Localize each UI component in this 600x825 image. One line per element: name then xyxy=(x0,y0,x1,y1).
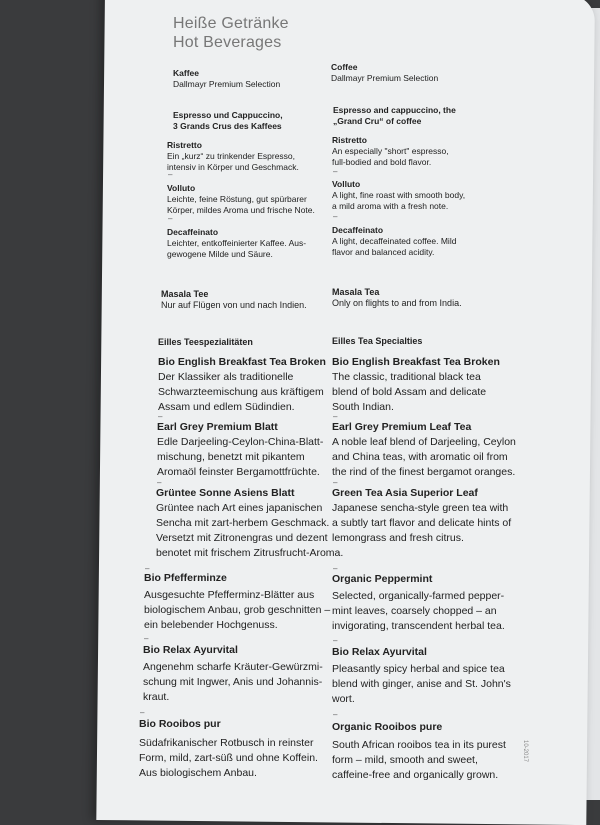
tea-de-desc: Ausgesuchte Pfefferminz-Blätter aus biologischem Anbau, grob geschnitten – ein belebender Hochgenuss. xyxy=(144,589,331,631)
divider: – xyxy=(333,564,338,573)
espresso-de-heading xyxy=(173,110,283,132)
coffee-de-sub: Dallmayr Premium Selection xyxy=(173,79,281,89)
divider: – xyxy=(333,710,338,719)
coffee-de-item xyxy=(167,140,299,173)
coffee-en-heading-block xyxy=(331,62,438,84)
divider: – xyxy=(333,412,338,421)
divider: – xyxy=(157,478,162,487)
tea-de-desc: Edle Darjeeling-Ceylon-China-Blatt- mischung, benetzt mit pikantem Aromaöl feinster Bergamottfrüchte. xyxy=(157,436,324,478)
tea-en-desc: Japanese sencha-style green tea with a subtly tart flavor and delicate hints of lemongrass and fresh citrus. xyxy=(332,502,512,544)
espresso-en-heading-2: „Grand Cru“ of coffee xyxy=(333,116,422,126)
coffee-en-heading: Coffee xyxy=(331,62,358,72)
tea-de-name: Grüntee Sonne Asiens Blatt xyxy=(156,487,295,499)
item-name: Masala Tea xyxy=(332,287,380,297)
item-desc: A light, decaffeinated coffee. Mild xyxy=(332,236,457,246)
item-name: Decaffeinato xyxy=(332,225,384,235)
item-name: Ristretto xyxy=(167,140,202,150)
espresso-de-heading-2: 3 Grands Crus des Kaffees xyxy=(173,121,282,131)
tea-en-desc: The classic, traditional black tea blend of bold Assam and delicate South Indian. xyxy=(332,371,487,413)
coffee-de-item xyxy=(167,183,315,216)
tea-de-desc: Grüntee nach Art eines japanischen Sencha mit zart-herbem Geschmack. Versetzt mit Zitronengras und dezent benotet mit frischem Zitrusfrucht-Aroma. xyxy=(156,502,344,559)
item-desc: intensiv in Körper und Geschmack. xyxy=(167,162,299,172)
tea-en-name: Bio English Breakfast Tea Broken xyxy=(332,356,500,368)
tea-de-name: Bio Pfefferminze xyxy=(144,572,227,584)
item-name: Ristretto xyxy=(332,135,367,145)
tea-de-heading: Eilles Teespezialitäten xyxy=(158,337,253,347)
espresso-en-heading xyxy=(333,105,456,127)
coffee-en-item xyxy=(332,225,456,258)
item-desc: Only on flights to and from India. xyxy=(332,298,462,308)
espresso-de-heading-1: Espresso und Cappuccino, xyxy=(173,110,283,120)
item-desc: Körper, mildes Aroma und frische Note. xyxy=(167,205,315,215)
item-name: Volluto xyxy=(332,179,361,189)
item-desc: Ein „kurz“ zu trinkender Espresso, xyxy=(167,151,296,161)
divider: – xyxy=(168,214,173,223)
tea-en-desc: Pleasantly spicy herbal and spice tea blend with ginger, anise and St. John's wort. xyxy=(332,663,511,705)
item-name: Masala Tee xyxy=(161,289,209,299)
divider: – xyxy=(333,212,338,221)
item-desc: gewogene Milde und Säure. xyxy=(167,249,273,259)
item-name: Volluto xyxy=(167,183,196,193)
item-desc: Leichte, feine Röstung, gut spürbarer xyxy=(167,194,307,204)
title-de: Heiße Getränke xyxy=(173,15,289,32)
tea-de-desc: Südafrikanischer Rotbusch in reinster Form, mild, zart-süß und ohne Koffein. Aus biologischem Anbau. xyxy=(139,737,318,779)
divider: – xyxy=(144,634,149,643)
item-desc: Leichter, entkoffeinierter Kaffee. Aus- xyxy=(167,238,307,248)
masala-de xyxy=(161,289,307,311)
item-name: Decaffeinato xyxy=(167,227,219,237)
divider: – xyxy=(140,708,145,717)
tea-de-name: Bio Relax Ayurvital xyxy=(143,644,238,656)
divider: – xyxy=(333,636,338,645)
tea-de-name: Bio English Breakfast Tea Broken xyxy=(158,356,326,368)
title-en: Hot Beverages xyxy=(173,34,282,51)
divider: – xyxy=(333,478,338,487)
tea-en-name: Green Tea Asia Superior Leaf xyxy=(332,487,478,499)
coffee-de-item xyxy=(167,227,306,260)
coffee-de-heading: Kaffee xyxy=(173,68,199,78)
divider: – xyxy=(158,412,163,421)
coffee-de-heading-block xyxy=(173,68,280,90)
item-desc: Nur auf Flügen von und nach Indien. xyxy=(161,300,307,310)
tea-en-desc: A noble leaf blend of Darjeeling, Ceylon and China teas, with aromatic oil from the rind of the finest bergamot oranges. xyxy=(332,436,516,478)
masala-en xyxy=(332,287,462,309)
item-desc: An especially "short" espresso, xyxy=(332,146,449,156)
tea-de-desc: Angenehm scharfe Kräuter-Gewürzmi- schung mit Ingwer, Anis und Johannis- kraut. xyxy=(143,661,323,703)
tea-en-desc: Selected, organically-farmed pepper- mint leaves, coarsely chopped – an invigorating, transcendent herbal tea. xyxy=(332,590,505,632)
tea-en-desc: South African rooibos tea in its purest form – mild, smooth and sweet, caffeine-free and organically grown. xyxy=(332,739,506,781)
tea-en-name: Organic Peppermint xyxy=(332,573,433,585)
espresso-en-heading-1: Espresso and cappuccino, the xyxy=(333,105,456,115)
item-desc: a mild aroma with a fresh note. xyxy=(332,201,449,211)
item-desc: full-bodied and bold flavor. xyxy=(332,157,432,167)
tea-en-name: Bio Relax Ayurvital xyxy=(332,646,427,658)
tea-en-heading: Eilles Tea Specialties xyxy=(332,336,423,346)
tea-de-name: Bio Rooibos pur xyxy=(139,718,221,730)
menu-title xyxy=(173,14,289,52)
coffee-en-item xyxy=(332,135,449,168)
coffee-en-sub: Dallmayr Premium Selection xyxy=(331,73,439,83)
print-code: 10-2017 xyxy=(522,740,528,763)
divider: – xyxy=(145,564,150,573)
item-desc: flavor and balanced acidity. xyxy=(332,247,435,257)
divider: – xyxy=(333,167,338,176)
tea-de-name: Earl Grey Premium Blatt xyxy=(157,421,278,433)
coffee-en-item xyxy=(332,179,465,212)
divider: – xyxy=(168,170,173,179)
tea-en-name: Organic Rooibos pure xyxy=(332,721,443,733)
tea-en-name: Earl Grey Premium Leaf Tea xyxy=(332,421,472,433)
tea-de-desc: Der Klassiker als traditionelle Schwarzteemischung aus kräftigem Assam und edlem Südindien. xyxy=(158,371,324,413)
item-desc: A light, fine roast with smooth body, xyxy=(332,190,466,200)
